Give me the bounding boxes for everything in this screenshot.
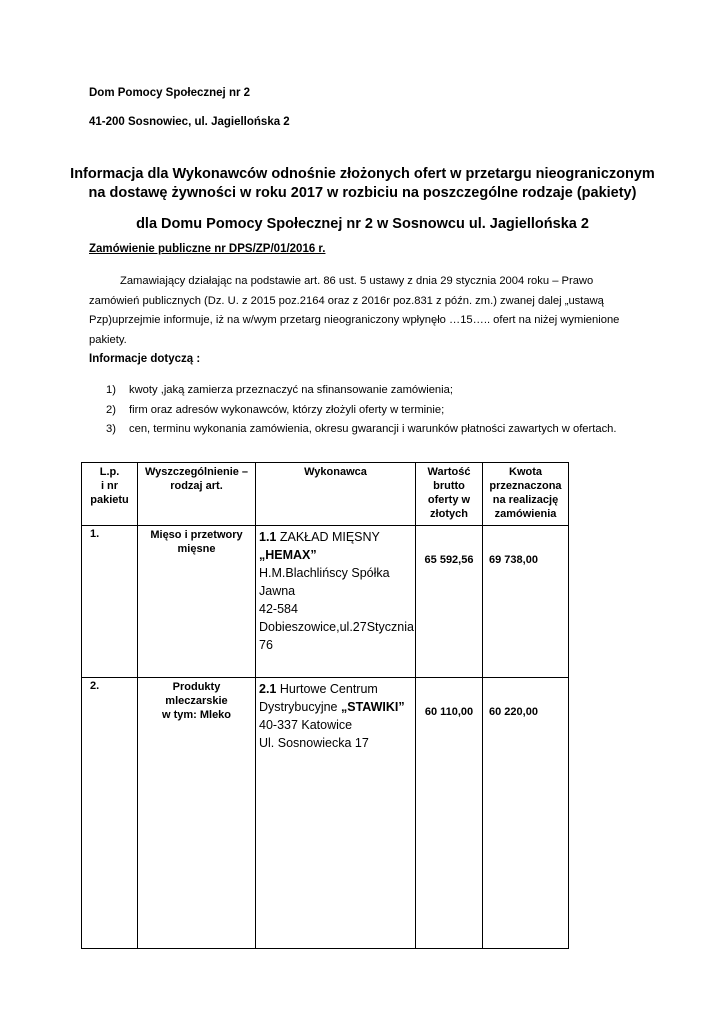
table-row: [82, 678, 569, 949]
list-item-number: 3): [106, 423, 116, 435]
header-offer-value: Wartość brutto oferty w złotych: [416, 463, 483, 526]
header-article: Wyszczególnienie – rodzaj art.: [138, 463, 256, 526]
list-item-number: 1): [106, 384, 116, 396]
document-title-line-1: Informacja dla Wykonawców odnośnie złożonych ofert w przetargu nieograniczonym: [70, 166, 655, 182]
cell-article: Produkty mleczarskie w tym: Mleko: [138, 678, 256, 949]
list-item: [89, 381, 649, 401]
list-item-number: 2): [106, 403, 116, 416]
table-row: [82, 526, 569, 678]
list-item-text: cen, terminu wykonania zamówienia, okresu gwarancji i warunków płatności zawartych w ofertach.: [129, 423, 617, 435]
header-lp: L.p. i nr pakietu: [82, 463, 138, 526]
header-contractor: Wykonawca: [256, 463, 416, 526]
cell-offer-value: 65 592,56: [416, 526, 483, 678]
table-header-row: [82, 463, 569, 526]
document-subtitle: dla Domu Pomocy Społecznej nr 2 w Sosnowcu ul. Jagiellońska 2: [136, 216, 589, 232]
cell-article: Mięso i przetwory mięsne: [138, 526, 256, 678]
list-item-text: kwoty ,jaką zamierza przeznaczyć na sfinansowanie zamówienia;: [129, 384, 453, 396]
list-item: [89, 420, 649, 440]
cell-budget-amount: 69 738,00: [483, 526, 569, 678]
list-item-text: firm oraz adresów wykonawców, którzy złożyli oferty w terminie;: [129, 403, 445, 416]
header-budget-amount: Kwota przeznaczona na realizację zamówienia: [483, 463, 569, 526]
intro-paragraph: Zamawiający działając na podstawie art. 86 ust. 5 ustawy z dnia 29 stycznia 2004 roku – Prawo zamówień publicznych (Dz. U. z 2015 poz.2164 oraz z 2016r poz.831 z późn. zm.) zwanej dalej „ustawą Pzp)uprzejmie informuje, iż na w/wym przetarg nieograniczony wpłynęło …15….. ofert na niżej wymienione pakiety.: [89, 275, 620, 346]
institution-address: 41-200 Sosnowiec, ul. Jagiellońska 2: [89, 116, 290, 128]
cell-contractor: 2.1 Hurtowe Centrum Dystrybucyjne „STAWIKI” 40-337 Katowice Ul. Sosnowiecka 17: [256, 678, 416, 949]
info-list: [89, 381, 649, 440]
offers-table: [81, 462, 569, 949]
info-label: Informacje dotyczą :: [89, 353, 201, 365]
document-title-line-2: na dostawę żywności w roku 2017 w rozbiciu na poszczególne rodzaje (pakiety): [88, 185, 637, 201]
institution-name: Dom Pomocy Społecznej nr 2: [89, 87, 251, 99]
cell-budget-amount: 60 220,00: [483, 678, 569, 949]
cell-lp: 1.: [82, 526, 138, 678]
cell-contractor: 1.1 ZAKŁAD MIĘSNY „HEMAX” H.M.Blachlińscy Spółka Jawna 42-584 Dobieszowice,ul.27Stycznia 76: [256, 526, 416, 678]
cell-lp: 2.: [82, 678, 138, 949]
procurement-reference: Zamówienie publiczne nr DPS/ZP/01/2016 r.: [89, 243, 326, 255]
list-item: [89, 401, 649, 421]
cell-offer-value: 60 110,00: [416, 678, 483, 949]
